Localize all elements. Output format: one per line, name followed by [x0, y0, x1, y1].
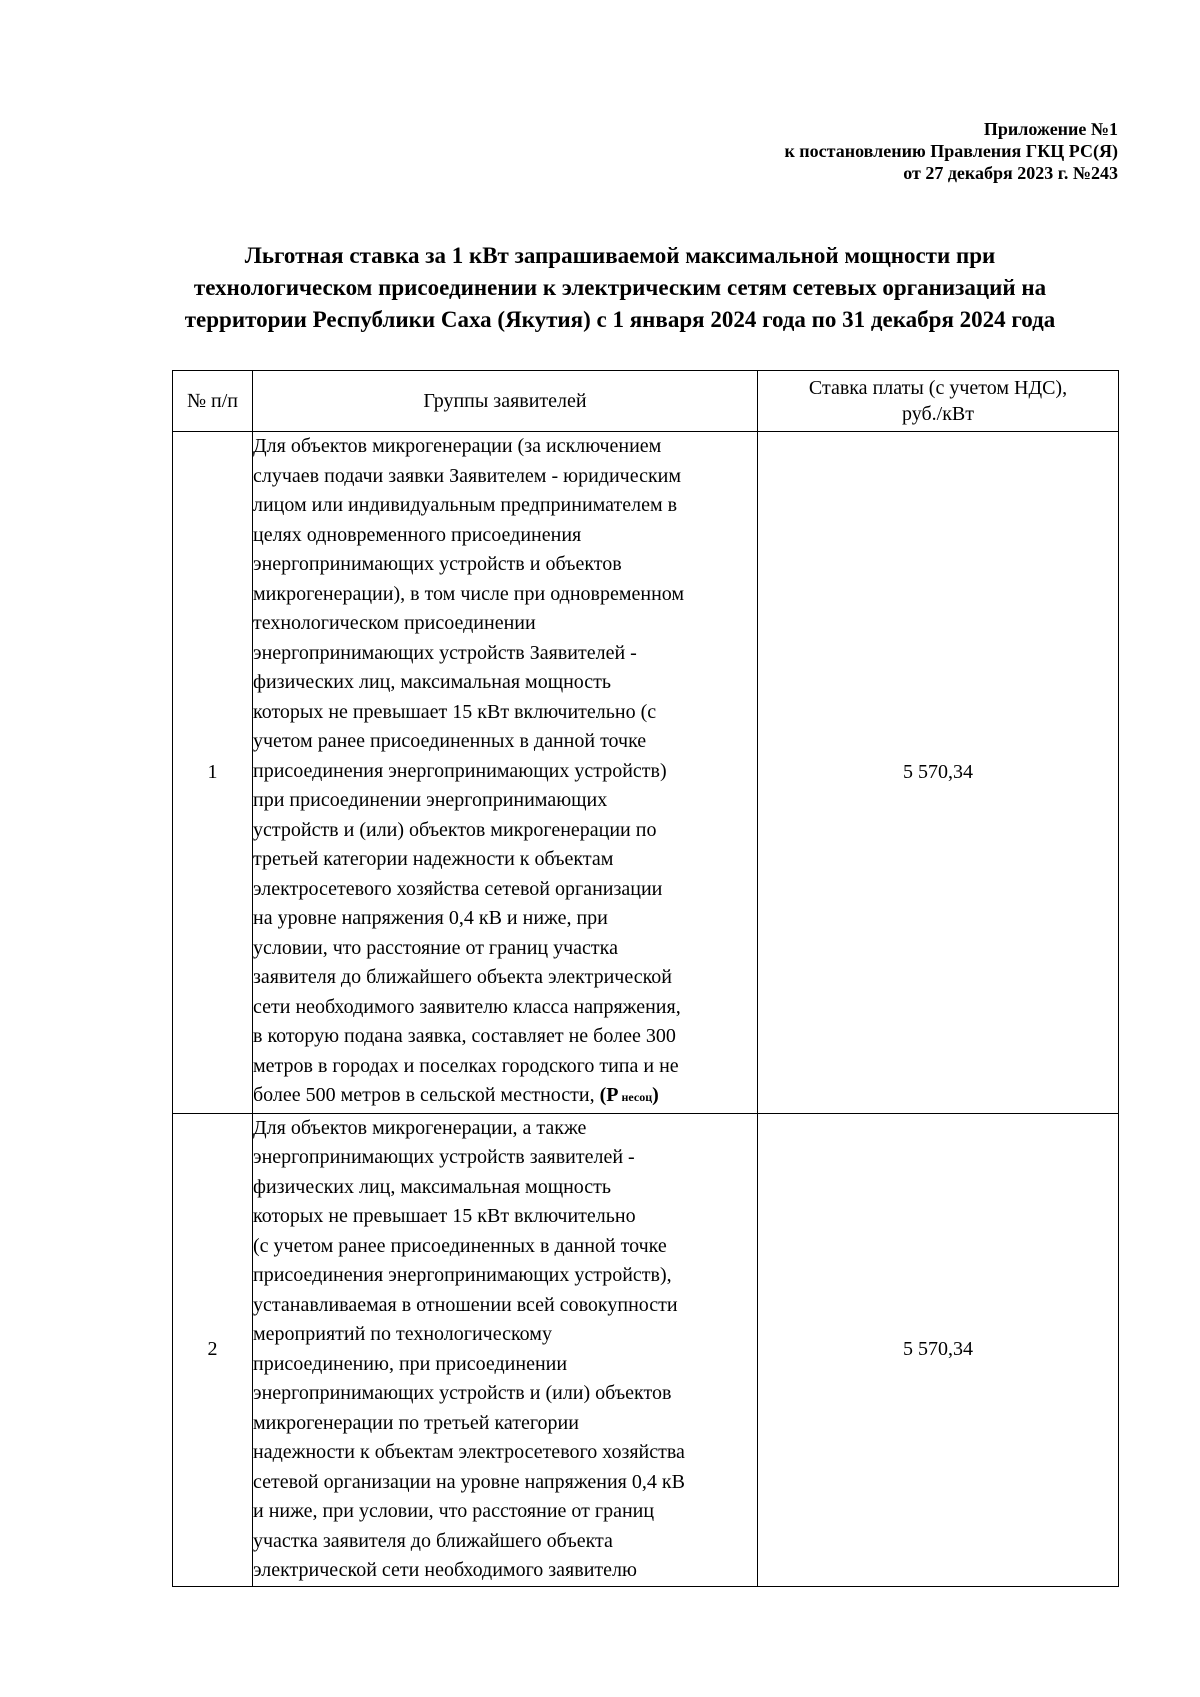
group-text-fragment: более 500 метров в сельской местности,: [253, 1084, 600, 1106]
group-text-line: целях одновременного присоединения: [253, 523, 582, 546]
row-number: 1: [173, 432, 253, 1114]
header-rate-line: Ставка платы (с учетом НДС),: [808, 377, 1068, 399]
header-rate-line: руб./кВт: [901, 403, 974, 425]
group-text-line: микрогенерации), в том числе при одновременном: [253, 582, 685, 605]
group-text-line: условии, что расстояние от границ участка: [253, 936, 618, 959]
table-row: [173, 1113, 1119, 1586]
row-group-description: [253, 1113, 758, 1586]
group-text-line: Для объектов микрогенерации (за исключением: [253, 435, 662, 457]
document-title-line: технологическом присоединении к электрическим сетям сетевых организаций на: [193, 275, 1047, 300]
row-number: 2: [173, 1113, 253, 1586]
document-title-line: Льготная ставка за 1 кВт запрашиваемой максимальной мощности при: [244, 243, 996, 268]
group-text-line: физических лиц, максимальная мощность: [253, 1175, 612, 1198]
formula-subscript: несоц: [618, 1090, 653, 1104]
group-text-line: устанавливаемая в отношении всей совокупности: [253, 1293, 678, 1316]
group-text-line-with-formula: [253, 1081, 757, 1113]
formula-close: ): [652, 1084, 659, 1106]
group-text-line: случаев подачи заявки Заявителем - юридическим: [253, 464, 682, 487]
group-text-line: энергопринимающих устройств Заявителей -: [253, 641, 637, 664]
header-groups: Группы заявителей: [253, 371, 758, 432]
group-text-line: метров в городах и поселках городского типа и не: [253, 1054, 679, 1077]
appendix-header: [784, 118, 1118, 184]
group-text-line: присоединения энергопринимающих устройств): [253, 759, 667, 782]
header-rate: [758, 371, 1119, 432]
document-title: [140, 240, 1100, 336]
group-text-line: которых не превышает 15 кВт включительно (с: [253, 700, 657, 723]
group-text-line: учетом ранее присоединенных в данной точке: [253, 730, 647, 752]
group-text-line: сетевой организации на уровне напряжения 0,4 кВ: [253, 1470, 685, 1493]
group-text-line: технологическом присоединении: [253, 612, 536, 634]
group-text-line: (с учетом ранее присоединенных в данной точке: [253, 1234, 667, 1257]
group-text-line: присоединения энергопринимающих устройств),: [253, 1264, 672, 1286]
group-text-line: присоединению, при присоединении: [253, 1352, 568, 1375]
group-text-line: третьей категории надежности к объектам: [253, 848, 614, 870]
group-text-line: физических лиц, максимальная мощность: [253, 671, 612, 693]
group-text-line: лицом или индивидуальным предпринимателем в: [253, 494, 678, 516]
row-rate-value: 5 570,34: [758, 432, 1119, 1114]
row-rate-value: 5 570,34: [758, 1113, 1119, 1586]
document-title-line: территории Республики Саха (Якутия) с 1 января 2024 года по 31 декабря 2024 года: [184, 307, 1056, 332]
group-text-line: электросетевого хозяйства сетевой организации: [253, 877, 663, 900]
table-row: [173, 432, 1119, 1114]
group-text-line: которых не превышает 15 кВт включительно: [253, 1205, 636, 1227]
group-text-line: сети необходимого заявителю класса напряжения,: [253, 995, 681, 1018]
formula-symbol: (Р: [599, 1084, 619, 1106]
group-text-line: мероприятий по технологическому: [253, 1323, 552, 1345]
group-text-line: энергопринимающих устройств заявителей -: [253, 1146, 635, 1168]
row-group-description: [253, 432, 758, 1114]
group-text-line: энергопринимающих устройств и (или) объектов: [253, 1382, 672, 1404]
group-text-line: устройств и (или) объектов микрогенерации по: [253, 818, 657, 841]
group-text-line: и ниже, при условии, что расстояние от границ: [253, 1500, 655, 1522]
appendix-date: от 27 декабря 2023 г. №243: [903, 163, 1118, 183]
rates-table: [172, 370, 1119, 1587]
group-text-line: участка заявителя до ближайшего объекта: [253, 1529, 613, 1552]
group-text-line: микрогенерации по третьей категории: [253, 1411, 579, 1434]
group-text-line: Для объектов микрогенерации, а также: [253, 1116, 587, 1139]
header-number: № п/п: [173, 371, 253, 432]
appendix-title: Приложение №1: [983, 119, 1118, 139]
table-header-row: [173, 371, 1119, 432]
group-text-line: энергопринимающих устройств и объектов: [253, 553, 622, 575]
group-text-line: при присоединении энергопринимающих: [253, 789, 608, 811]
group-text-line: надежности к объектам электросетевого хозяйства: [253, 1441, 685, 1463]
group-text-line: в которую подана заявка, составляет не более 300: [253, 1025, 676, 1047]
group-text-line: электрической сети необходимого заявителю: [253, 1559, 637, 1581]
group-text-line: заявителя до ближайшего объекта электрической: [253, 966, 672, 988]
appendix-resolution: к постановлению Правления ГКЦ РС(Я): [784, 141, 1118, 161]
group-text-line: на уровне напряжения 0,4 кВ и ниже, при: [253, 907, 608, 929]
